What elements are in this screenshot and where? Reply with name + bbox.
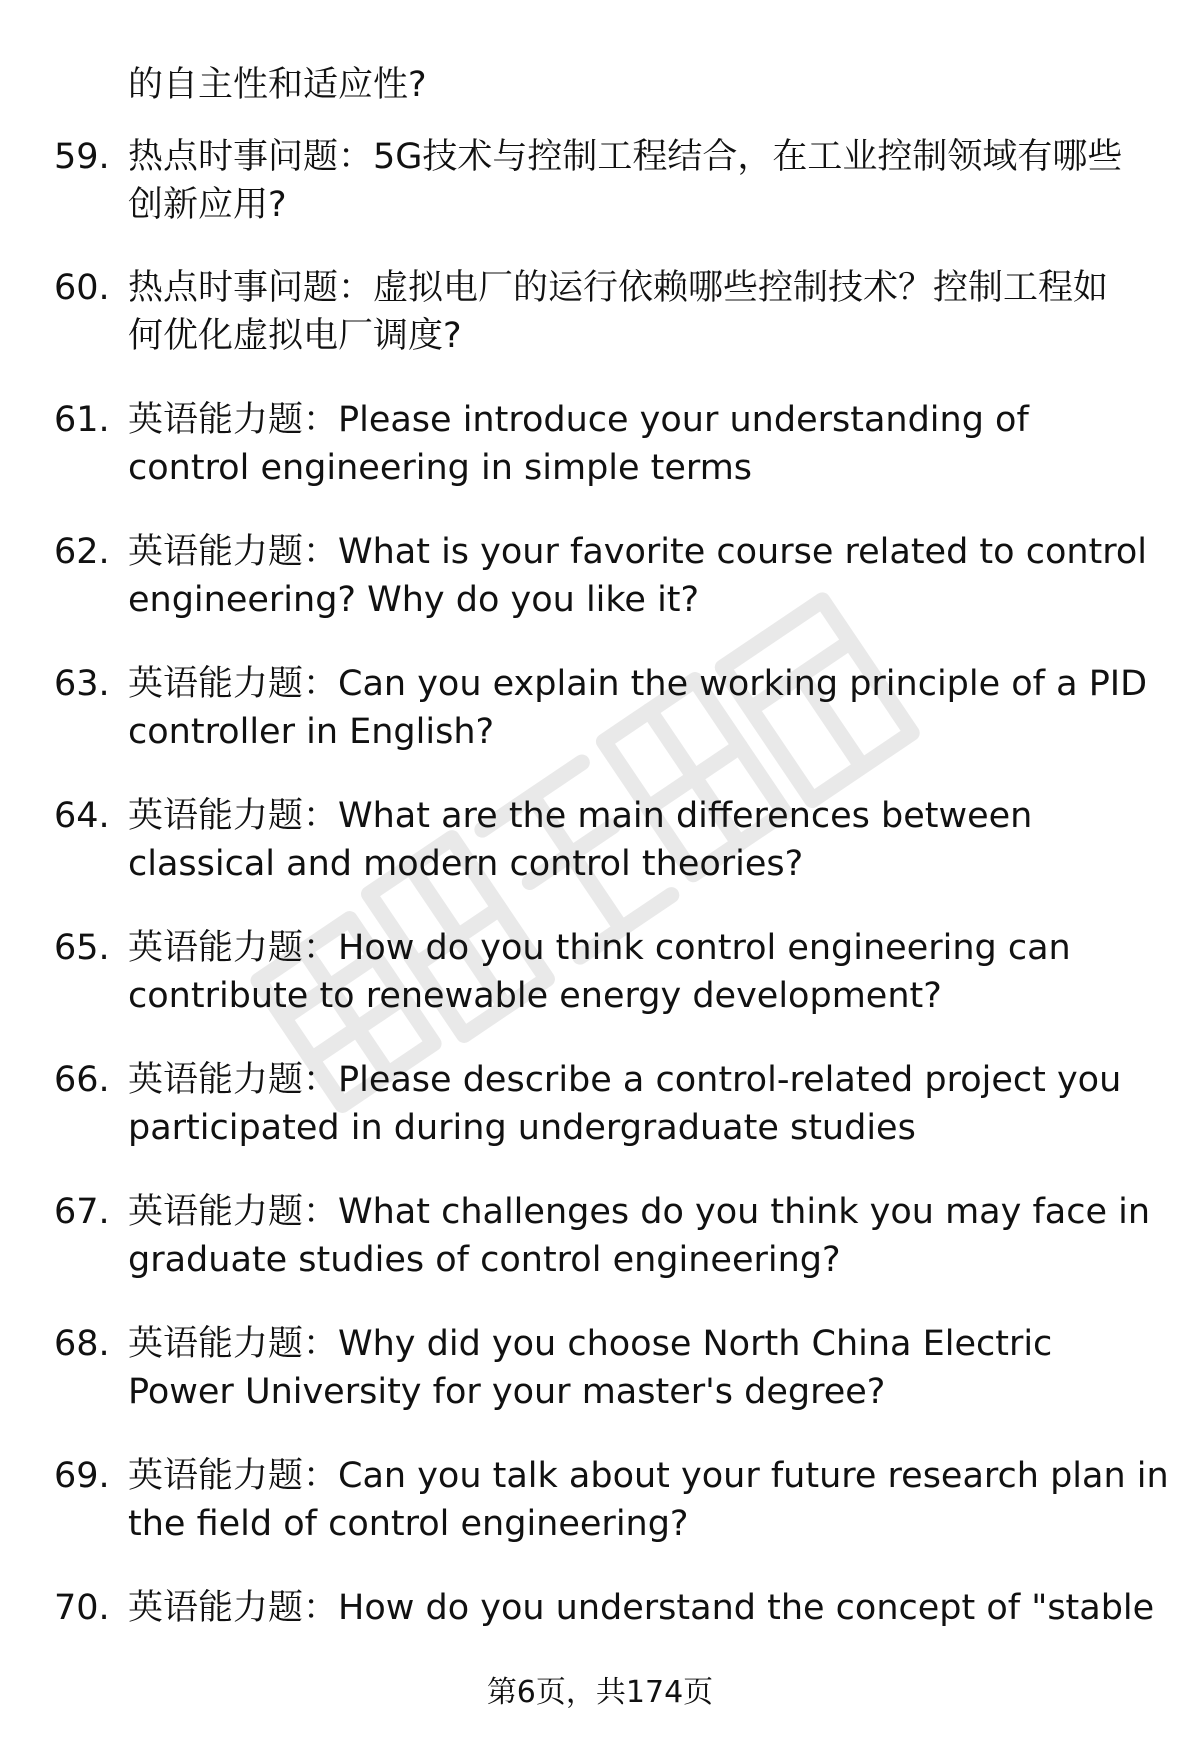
question-text [128, 1584, 1168, 1632]
text-line: contribute to renewable energy development? [128, 976, 942, 1016]
question-text [128, 792, 1168, 888]
question-text [128, 396, 1168, 492]
text-line: 何优化虚拟电厂调度? [128, 316, 462, 356]
question-text [128, 1452, 1168, 1548]
question-text [128, 660, 1168, 756]
text-line: 英语能力题：Please describe a control-related project you [128, 1060, 1122, 1100]
question-number: 65. [54, 928, 110, 968]
text-line: engineering? Why do you like it? [128, 580, 700, 620]
text-line: 热点时事问题：5G技术与控制工程结合，在工业控制领域有哪些 [128, 137, 1123, 177]
text-line: 热点时事问题：虚拟电厂的运行依赖哪些控制技术？控制工程如 [128, 268, 1109, 308]
text-line: 英语能力题：What are the main differences between [128, 796, 1033, 836]
question-number: 61. [54, 400, 110, 440]
question-text [128, 1188, 1168, 1284]
question-number: 59. [54, 137, 110, 177]
text-line: Power University for your master's degree? [128, 1372, 886, 1412]
text-line: control engineering in simple terms [128, 448, 753, 488]
question-text [128, 528, 1168, 624]
continued-text [128, 61, 1168, 109]
text-line: 英语能力题：Can you explain the working principle of a PID [128, 664, 1148, 704]
question-text [128, 924, 1168, 1020]
text-line: participated in during undergraduate studies [128, 1108, 916, 1148]
question-text [128, 133, 1168, 229]
question-text [128, 264, 1168, 360]
text-line: 英语能力题：How do you think control engineering can [128, 928, 1071, 968]
question-number: 63. [54, 664, 110, 704]
question-number: 62. [54, 532, 110, 572]
question-number: 68. [54, 1324, 110, 1364]
question-number: 64. [54, 796, 110, 836]
question-number: 66. [54, 1060, 110, 1100]
question-number: 69. [54, 1456, 110, 1496]
text-line: 英语能力题：Can you talk about your future research plan in [128, 1456, 1169, 1496]
text-line: classical and modern control theories? [128, 844, 804, 884]
text-line: the field of control engineering? [128, 1504, 689, 1544]
page-footer: 第6页，共174页 [486, 1675, 714, 1710]
question-text [128, 1320, 1168, 1416]
question-number: 70. [54, 1588, 110, 1628]
text-line: graduate studies of control engineering? [128, 1240, 841, 1280]
text-line: 英语能力题：How do you understand the concept of "stable [128, 1588, 1155, 1628]
question-number: 60. [54, 268, 110, 308]
text-line: 英语能力题：What challenges do you think you may face in [128, 1192, 1151, 1232]
text-line: 英语能力题：What is your favorite course related to control [128, 532, 1148, 572]
text-line: 创新应用? [128, 185, 287, 225]
text-line: 英语能力题：Why did you choose North China Electric [128, 1324, 1053, 1364]
text-line: controller in English? [128, 712, 495, 752]
question-text [128, 1056, 1168, 1152]
text-line: 英语能力题：Please introduce your understanding of [128, 400, 1029, 440]
question-number: 67. [54, 1192, 110, 1232]
text-line: 的自主性和适应性? [128, 65, 427, 105]
